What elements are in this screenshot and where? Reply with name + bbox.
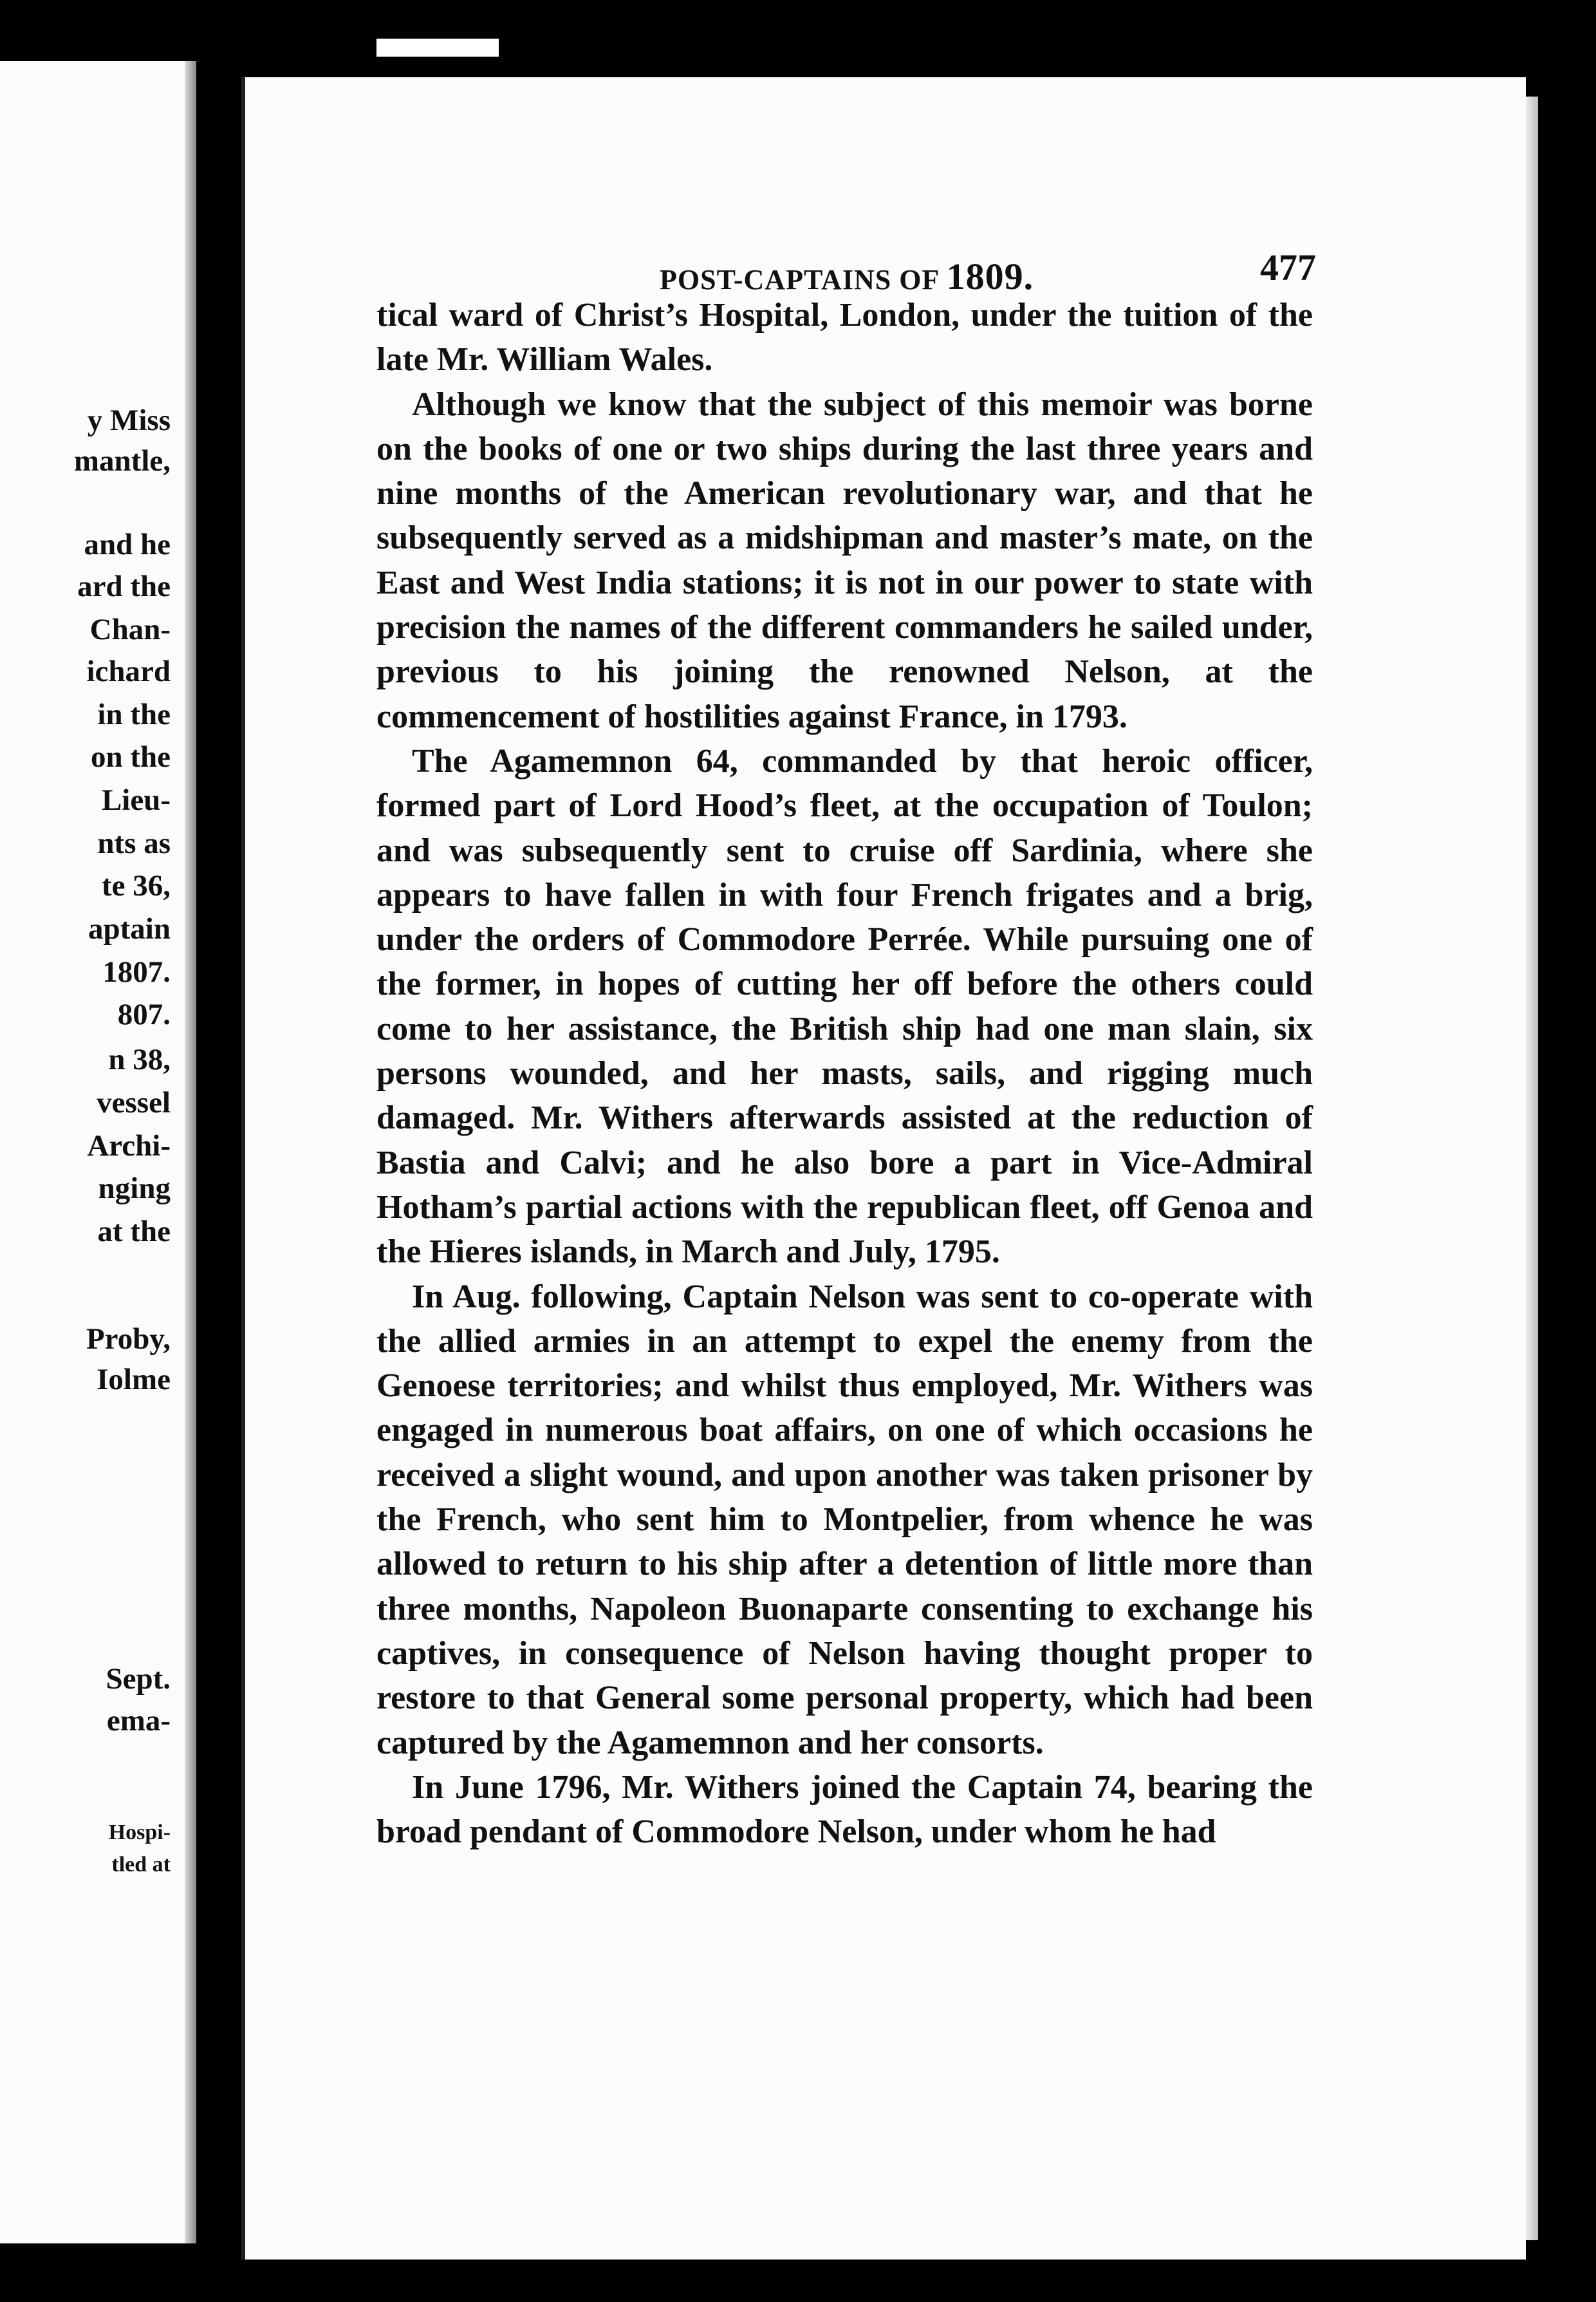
left-page-line: ichard (86, 655, 171, 688)
left-page-line: te 36, (101, 869, 171, 903)
left-page-line: nging (98, 1172, 171, 1205)
paragraph: Although we know that the subject of this memoir was borne on the books of one or two ships during the last three years and nine months of the American revolutionary war, and that he subsequently served as a midshipman and master’s mate, on the East and West India stations; it is not in our power to state with precision the names of the different commanders he sailed under, previous to his joining the renowned Nelson, at the commencement of hostilities against France, in 1793. (376, 386, 1313, 735)
left-page-line: 807. (117, 998, 171, 1031)
page-tab-marker (376, 39, 499, 57)
running-head-title: POST-CAPTAINS OF (660, 264, 939, 295)
left-page (0, 61, 196, 2243)
left-page-line: ema- (106, 1704, 171, 1737)
page-number: 477 (1260, 247, 1316, 288)
body-text (376, 293, 1313, 1854)
left-page-line: in the (97, 698, 171, 731)
left-page-line: Archi- (87, 1129, 171, 1163)
left-page-line: on the (90, 740, 171, 774)
paragraph: The Agamemnon 64, commanded by that heroic officer, formed part of Lord Hood’s fleet, at the occupation of Toulon; and was subsequently sent to cruise off Sardinia, where she appears to have fallen in with four French frigates and a brig, under the orders of Commodore Perrée. While pursuing one of the former, in hopes of cutting her off before the others could come to her assistance, the British ship had one man slain, six persons wounded, and her masts, sails, and rigging much damaged. Mr. Withers afterwards assisted at the reduction of Bastia and Calvi; and he also bore a part in Vice-Admiral Hotham’s partial actions with the republican fleet, off Genoa and the Hieres islands, in March and July, 1795. (376, 742, 1313, 1271)
left-page-line: Sept. (106, 1662, 171, 1696)
paragraph: In Aug. following, Captain Nelson was sent to co-operate with the allied armies in an attempt to expel the enemy from the Genoese territories; and whilst thus employed, Mr. Withers was engaged in numerous boat affairs, on one of which occasions he received a slight wound, and upon another was taken prisoner by the French, who sent him to Montpelier, from whence he was allowed to return to his ship after a detention of little more than three months, Napoleon Buonaparte consenting to exchange his captives, in consequence of Nelson having thought proper to restore to that General some personal property, which had been captured by the Agamemnon and her consorts. (376, 1278, 1313, 1761)
left-page-line: at the (97, 1215, 171, 1248)
paragraph: In June 1796, Mr. Withers joined the Captain 74, bearing the broad pendant of Commodore Nelson, under whom he had (376, 1768, 1313, 1851)
left-page-line: Chan- (89, 613, 171, 646)
paragraph: tical ward of Christ’s Hospital, London, under the tuition of the late Mr. William Wales. (376, 297, 1313, 379)
running-head-year: 1809. (946, 256, 1034, 297)
left-page-line: n 38, (108, 1043, 171, 1076)
left-page-line: ard the (77, 570, 171, 603)
left-page-line: 1807. (102, 955, 171, 989)
left-page-line: mantle, (73, 444, 171, 478)
left-page-line: vessel (97, 1086, 171, 1119)
running-head (660, 255, 1034, 298)
left-page-line: Lieu- (101, 783, 171, 817)
left-page-line: Hospi- (108, 1820, 171, 1844)
left-page-line: Proby, (86, 1322, 171, 1356)
page-header (660, 246, 1316, 297)
left-page-line: tled at (111, 1853, 171, 1876)
left-page-gutter (185, 61, 196, 2243)
left-page-line: y Miss (87, 404, 171, 437)
left-page-line: and he (84, 528, 171, 561)
left-page-line: Iolme (97, 1363, 171, 1396)
left-page-line: aptain (88, 912, 171, 946)
left-page-line: nts as (97, 827, 171, 860)
